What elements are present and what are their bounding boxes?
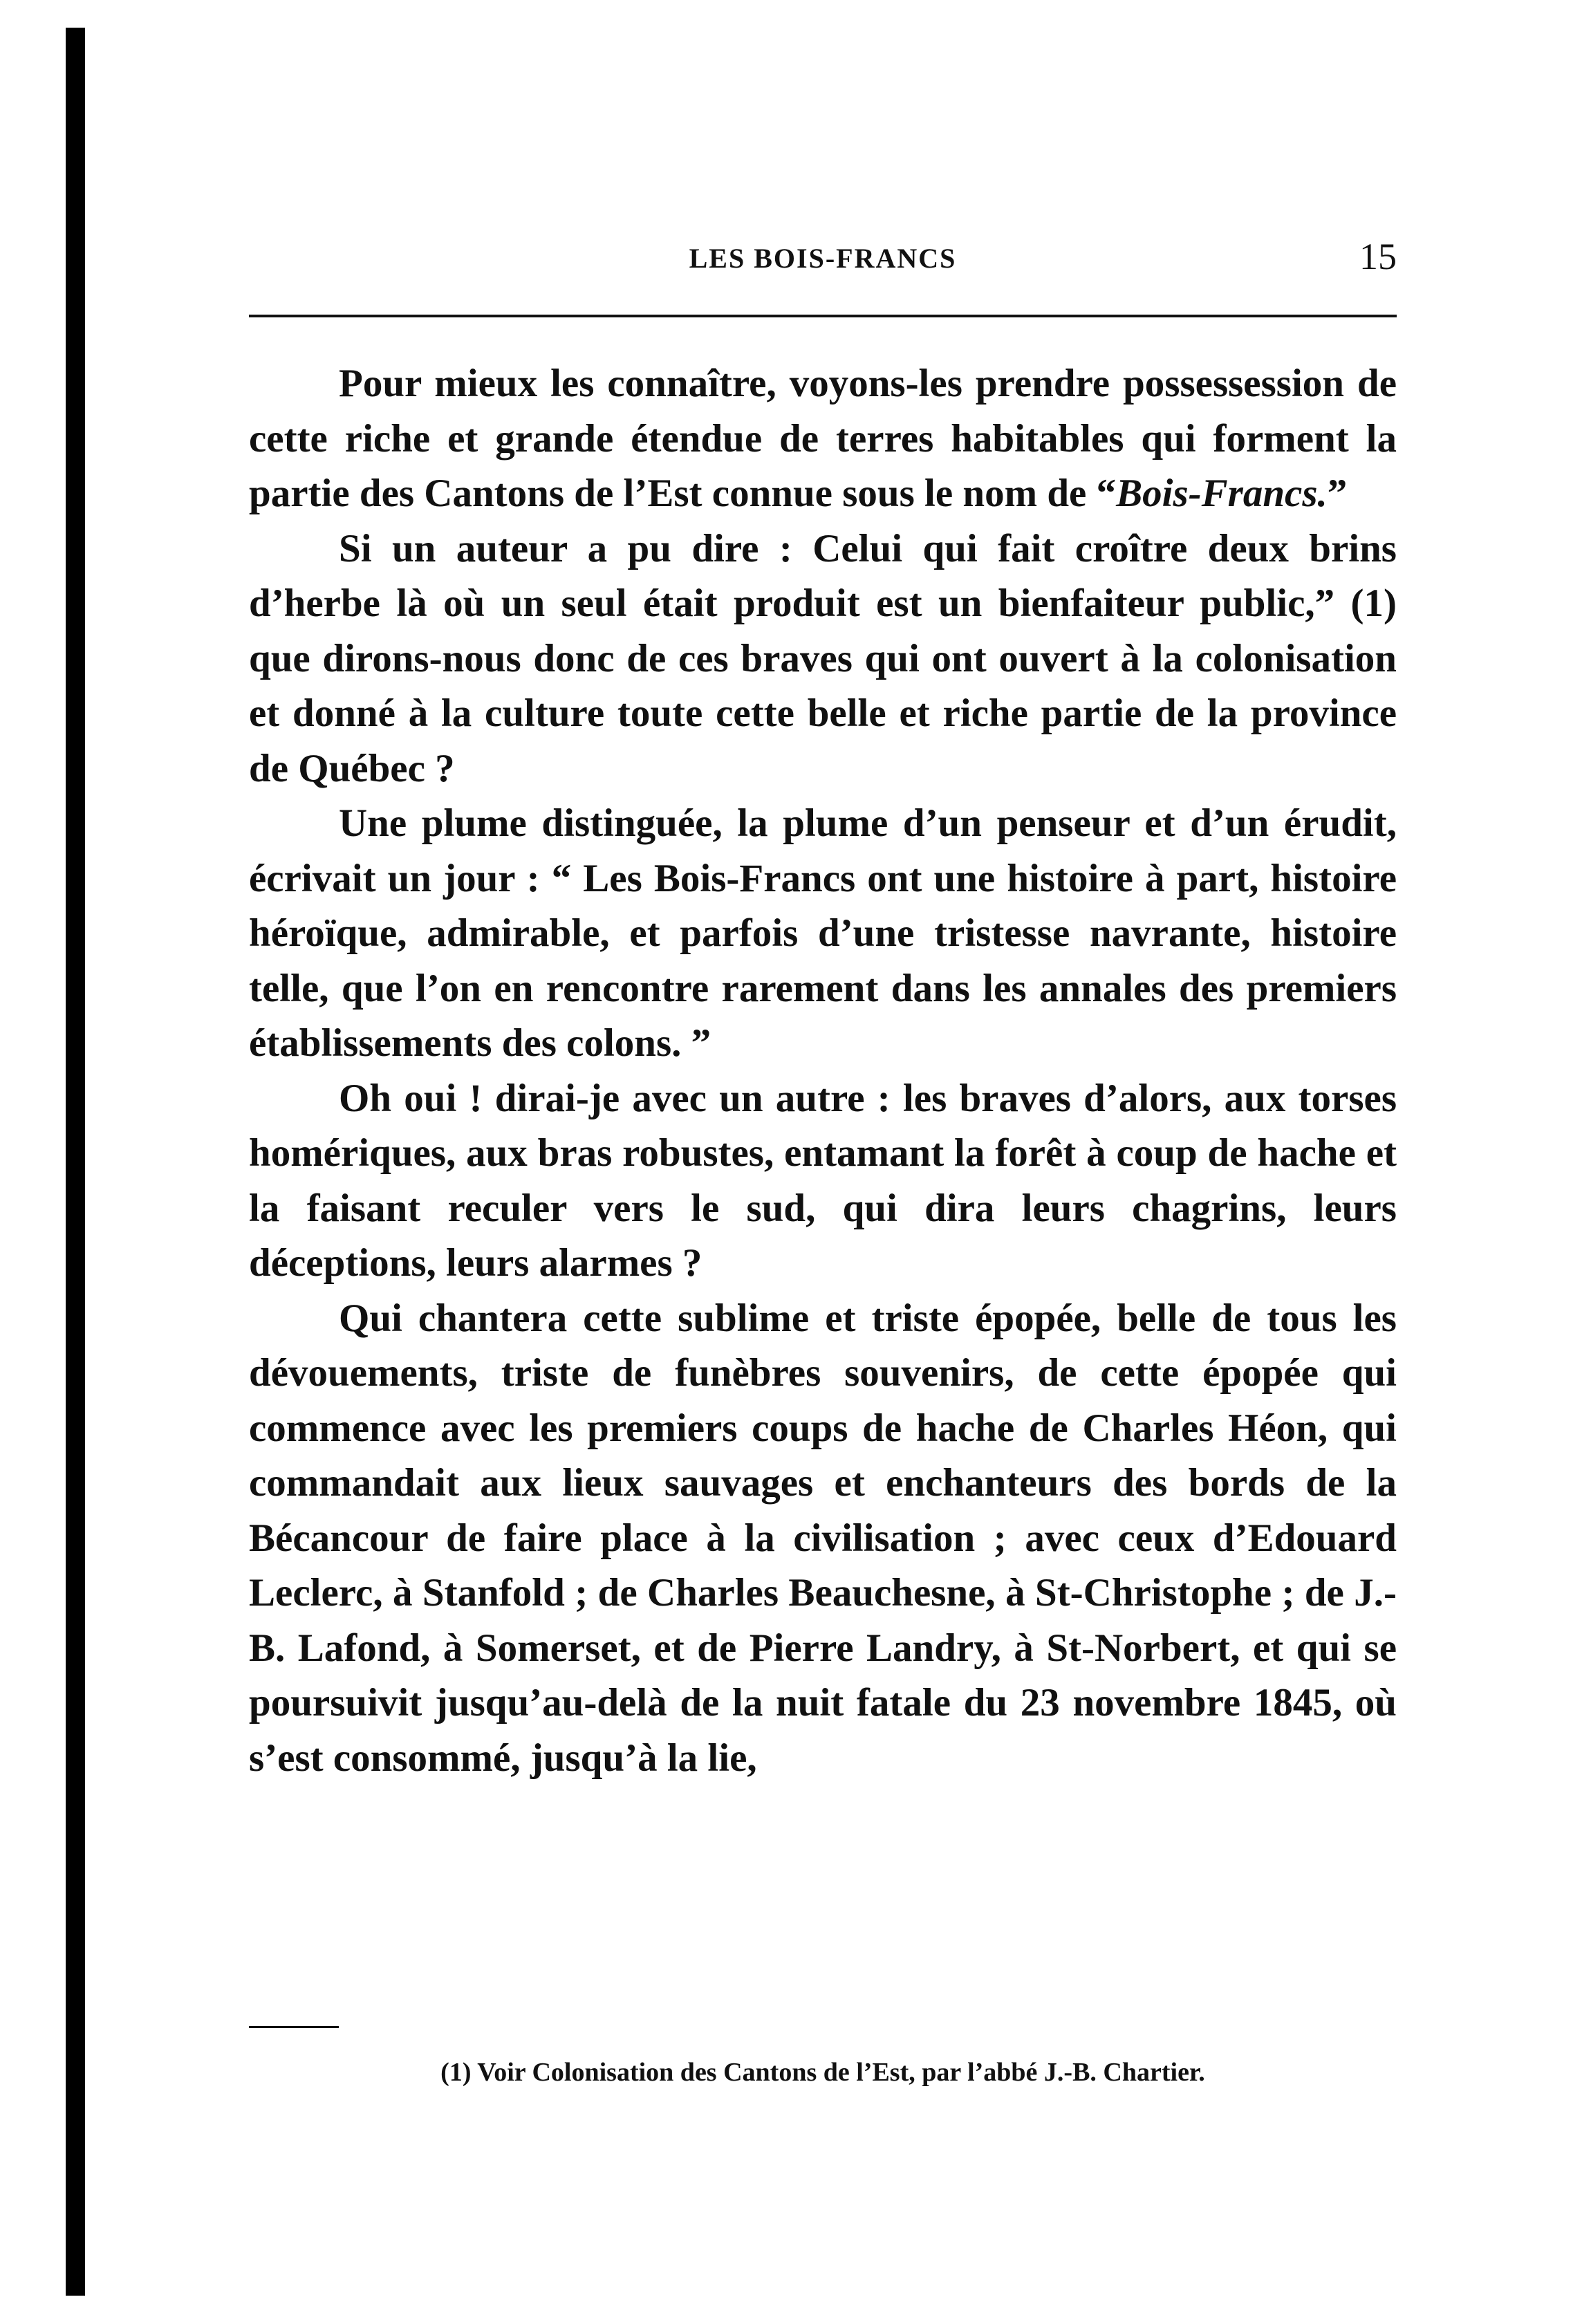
paragraph-3: Une plume distinguée, la plume d’un penseur et d’un érudit, écrivait un jour : “ Les Bois-Francs ont une histoire à part, histoire héroïque, admirable, et parfois d’une tristesse navrante, histoire telle, que l’on en rencontre rarement dans les annales des premiers établissements des colons. ” — [249, 801, 1397, 1065]
header-rule — [249, 315, 1397, 317]
footnote: (1) Voir Colonisation des Cantons de l’Est, par l’abbé J.-B. Chartier. — [440, 2058, 1205, 2087]
page-number: 15 — [1359, 236, 1397, 277]
paragraph-5: Qui chantera cette sublime et triste épopée, belle de tous les dévouements, triste de funèbres souvenirs, de cette épopée qui commence avec les premiers coups de hache de Charles Héon, qui commandait aux lieux sauvages et enchanteurs des bords de la Bécancour de faire place à la civilisation ; avec ceux d’Edouard Leclerc, à Stanfold ; de Charles Beauchesne, à St-Christophe ; de J.-B. Lafond, à Somerset, et de Pierre Landry, à St-Norbert, et qui se poursuivit jusqu’au-delà de la nuit fatale du 23 novembre 1845, où s’est consommé, jusqu’à la lie, — [249, 1296, 1397, 1780]
running-head — [249, 235, 1397, 290]
body-text — [249, 356, 1397, 1785]
running-title: LES BOIS-FRANCS — [689, 243, 957, 274]
paragraph-1-text: Pour mieux les connaître, voyons-les prendre possessession de cette riche et grande étendue de terres habitables qui forment la partie des Cantons de l’Est connue sous le nom de “ — [249, 362, 1397, 515]
book-page — [249, 0, 1397, 2324]
paragraph-1-close-quote: ” — [1327, 472, 1348, 515]
paragraph-1 — [249, 356, 1397, 521]
paragraph-1-italic: Bois-Francs. — [1116, 472, 1328, 515]
page-binding-edge — [66, 28, 85, 2296]
paragraph-2: Si un auteur a pu dire : Celui qui fait croître deux brins d’herbe là où un seul était produit est un bienfaiteur public,” (1) que dirons-nous donc de ces braves qui ont ouvert à la colonisation et donné à la culture toute cette belle et riche partie de la province de Québec ? — [249, 526, 1397, 790]
footnote-rule — [249, 2026, 339, 2028]
paragraph-4: Oh oui ! dirai-je avec un autre : les braves d’alors, aux torses homériques, aux bras robustes, entamant la forêt à coup de hache et la faisant reculer vers le sud, qui dira leurs chagrins, leurs déceptions, leurs alarmes ? — [249, 1076, 1397, 1285]
